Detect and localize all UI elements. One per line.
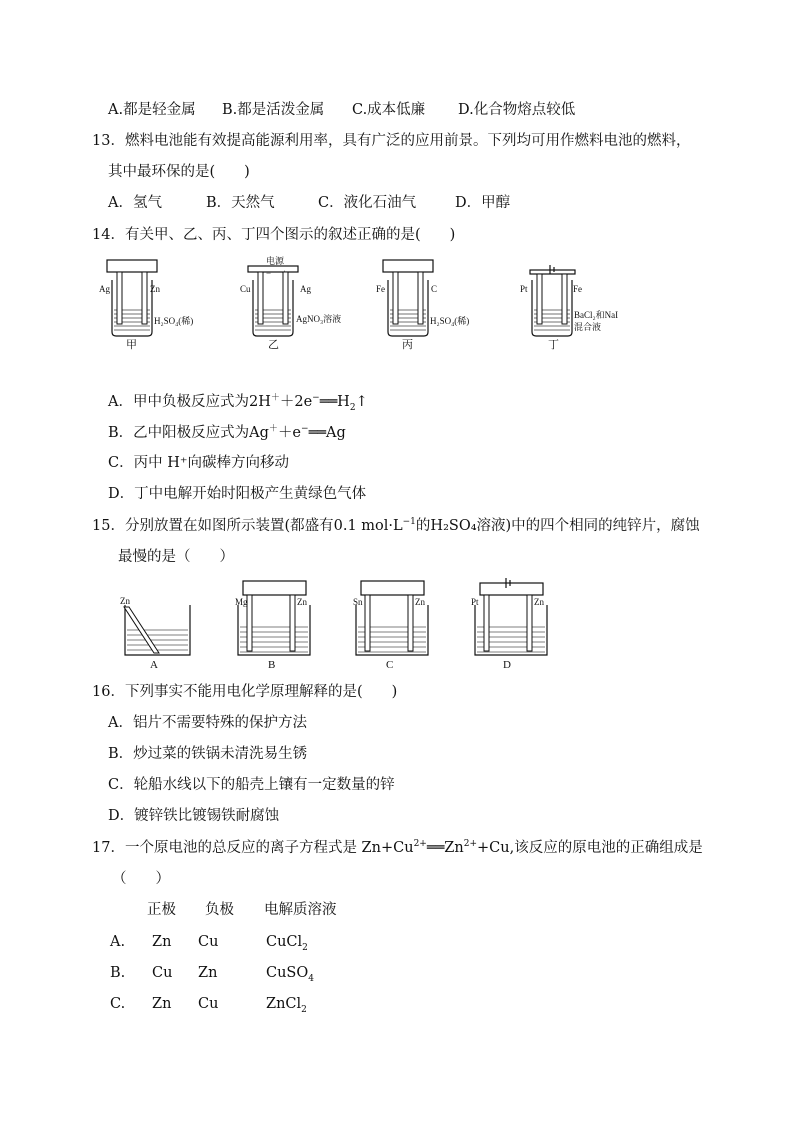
figure-bing [376,260,469,351]
label-solution-ding-1: BaCl₂和NaI [574,310,619,320]
q17-row-b-label: B. [110,965,126,981]
q17-row-a-negative: Cu [198,934,219,950]
wire-c [361,581,424,595]
wire-jia [107,260,157,272]
q17-row-c-negative: Cu [198,996,219,1012]
q13-option-c: C．液化石油气 [318,195,417,211]
label-right-d: Zn [534,597,544,607]
q17-row-b-electrolyte: CuSO$_4$ [266,965,314,984]
q17-row-c-electrolyte: ZnCl$_2$ [266,996,307,1015]
wire-ding [530,270,575,274]
electrode-right-c [408,595,413,651]
wire-bing [383,260,433,272]
q16-option-d: D．镀锌铁比镀锡铁耐腐蚀 [108,808,280,824]
q13-option-b: B．天然气 [206,195,275,211]
electrode-right-d [527,595,532,651]
figure-a [120,596,190,671]
q16-stem: 16．下列事实不能用电化学原理解释的是( ) [92,684,398,700]
label-left-d: Pt [471,597,479,607]
label-a: Zn [120,596,130,606]
electrode-right-jia [142,272,147,324]
q17-row-b-negative: Zn [198,965,218,981]
label-solution-ding-2: 混合液 [574,322,602,332]
q14-stem: 14．有关甲、乙、丙、丁四个图示的叙述正确的是( ) [92,227,456,243]
q13-option-a: A．氢气 [108,195,162,211]
figure-b [235,581,310,671]
q12-option-c: C.成本低廉 [352,102,426,118]
q12-option-d: D.化合物熔点较低 [458,102,576,118]
label-source-yi: 电源 [266,256,285,266]
q15-stem-line2: 最慢的是（ ） [118,549,234,565]
label-left-c: Sn [353,597,363,607]
q14-option-b: B．乙中阳极反应式为Ag＋＋e−══Ag [108,424,346,441]
label-right-ding: Fe [573,284,582,294]
q17-stem: 17．一个原电池的总反应的离子方程式是 $Zn+Cu^{2+}══Zn^{2+}+Cu$,该反应的原电池的正确组成是 [92,839,703,856]
q12-option-b: B.都是活泼金属 [222,102,325,118]
electrode-left-bing [393,272,398,324]
q17-row-a-electrolyte: CuCl$_2$ [266,934,308,953]
caption-b: B [268,659,276,671]
q17-row-c-label: C. [110,996,126,1012]
liquid-a [127,630,188,650]
q14-option-a: A．甲中负极反应式为$2H^++2e^-══H_2↑$ [108,393,368,413]
q17-header-negative: 负极 [205,902,234,918]
q17-header-positive: 正极 [147,902,176,918]
electrode-left-yi [258,272,263,324]
caption-jia: 甲 [126,339,137,351]
label-solution-yi: AgNO₃溶液 [296,314,342,324]
label-left-jia: Ag [99,284,110,294]
label-solution-bing: H₂SO₄(稀) [430,316,470,326]
electrode-right-ding [562,274,567,324]
figure-ding [520,265,618,351]
q13-stem-line2: 其中最环保的是( ) [108,164,250,180]
caption-c: C [386,659,394,671]
q16-option-c: C．轮船水线以下的船壳上镶有一定数量的锌 [108,777,395,793]
electrode-left-jia [117,272,122,324]
label-left-b: Mg [235,597,248,607]
label-minus-yi: − [266,268,272,278]
q17-row-b-positive: Cu [152,965,173,981]
q15-figures [110,575,550,675]
caption-d: D [503,659,511,671]
caption-a: A [150,659,158,671]
electrode-left-ding [537,274,542,324]
label-right-b: Zn [297,597,307,607]
label-right-bing: C [431,284,438,294]
q14-figures [90,252,670,352]
q17-row-a-label: A. [110,934,126,950]
wire-yi [248,266,298,272]
wire-d [480,583,543,595]
label-right-jia: Zn [150,284,160,294]
q16-option-b: B．炒过菜的铁锅未清洗易生锈 [108,746,308,762]
q14-option-d: D．丁中电解开始时阳极产生黄绿色气体 [108,486,367,502]
q17-row-a-positive: Zn [152,934,172,950]
q13-option-d: D．甲醇 [455,195,511,211]
electrode-right-bing [418,272,423,324]
wire-b [243,581,306,595]
q15-stem-line1: 15．分别放置在如图所示装置(都盛有0.1 $mol\cdot L^{-1}$的H₂SO₄溶液)中的四个相同的纯锌片，腐蚀 [92,517,700,534]
q14-option-c: C．丙中 H⁺向碳棒方向移动 [108,455,290,471]
electrode-left-b [247,595,252,651]
electrode-right-b [290,595,295,651]
caption-yi: 乙 [268,339,279,351]
figure-yi [240,255,341,351]
figure-c [353,581,428,671]
q16-option-a: A．铝片不需要特殊的保护方法 [108,715,307,731]
label-left-bing: Fe [376,284,385,294]
electrode-left-d [484,595,489,651]
figure-jia [99,260,193,351]
label-right-yi: Ag [300,284,311,294]
q17-paren: （ ） [112,871,170,887]
q17-header-electrolyte: 电解质溶液 [264,902,337,918]
caption-bing: 丙 [402,339,413,351]
figure-d [471,578,547,671]
q17-row-c-positive: Zn [152,996,172,1012]
label-left-ding: Pt [520,284,528,294]
electrode-right-yi [283,272,288,324]
caption-ding: 丁 [548,339,559,351]
label-solution-jia: H₂SO₄(稀) [154,316,194,326]
label-right-c: Zn [415,597,425,607]
q13-stem-line1: 13．燃料电池能有效提高能源利用率，具有广泛的应用前景。下列均可用作燃料电池的燃料， [92,133,691,149]
q12-option-a: A.都是轻金属 [108,102,196,118]
electrode-left-c [365,595,370,651]
label-left-yi: Cu [240,284,251,294]
